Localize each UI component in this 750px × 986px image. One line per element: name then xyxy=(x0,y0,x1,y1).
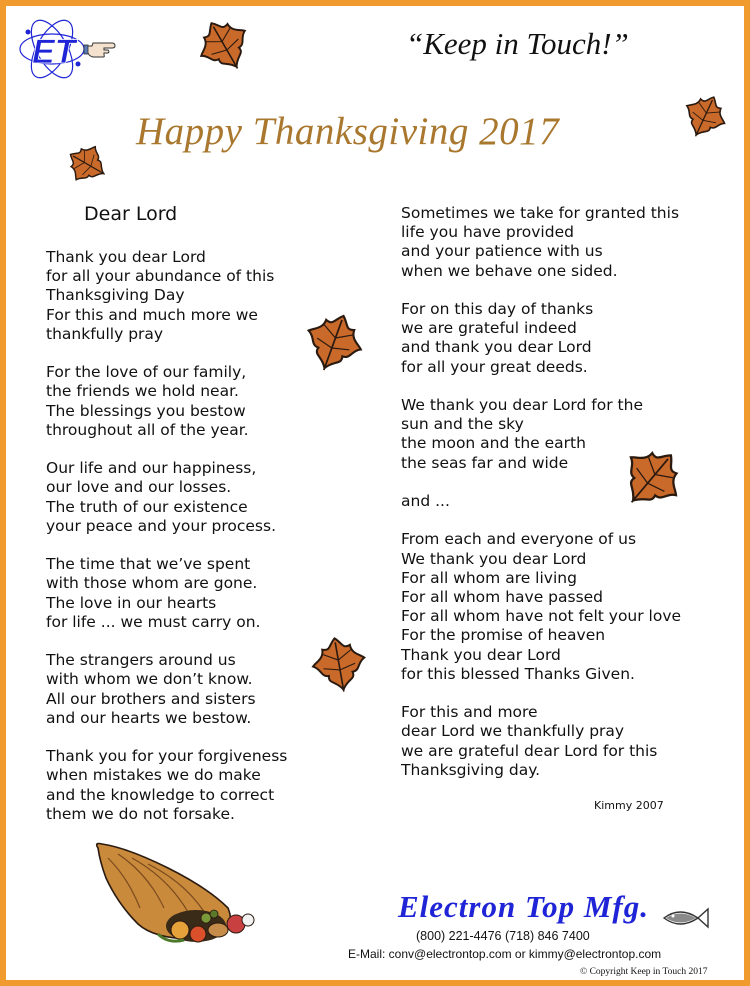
poem-right-column: Sometimes we take for granted this life you have provided and your patience with us when we behave one sided. For on this day of thanks we are grateful indeed and thank you dear Lord for all your great deeds. We thank you dear Lord for the sun and the sky the moon and the earth the seas far and wide and ... From each and everyone of us We thank you dear Lord For all whom are living For all whom have passed For all whom have not felt your love For the promise of heaven Thank you dear Lord for this blessed Thanks Given. For this and more dear Lord we thankfully pray we are grateful dear Lord for this Thanksgiving day. xyxy=(401,204,682,779)
logo-letters: ET xyxy=(32,33,76,71)
phone-numbers: (800) 221-4476 (718) 846 7400 xyxy=(416,929,590,943)
company-name: Electron Top Mfg. xyxy=(398,889,649,924)
poem-left-column: Thank you dear Lord for all your abundance of this Thanksgiving Day For this and much more we thankfully pray For the love of our family, the friends we hold near. The blessings you bestow throughout all of the year. Our life and our happiness, our love and our losses. The truth of our existence your peace and your process. The time that we’ve spent with those whom are gone. The love in our hearts for life ... we must carry on. The strangers around us with whom we don’t know. All our brothers and sisters and our hearts we bestow. Thank you for your forgiveness when mistakes we do make and the knowledge to correct them we do not forsake. xyxy=(46,248,288,823)
et-logo xyxy=(18,18,86,80)
leaf-icon xyxy=(194,16,254,74)
poem-heading: Dear Lord xyxy=(84,203,178,225)
poem-signature: Kimmy 2007 xyxy=(594,799,664,812)
tagline: “Keep in Touch!” xyxy=(406,26,629,61)
fish-icon xyxy=(660,906,710,930)
pointing-hand-icon xyxy=(84,40,118,60)
leaf-icon xyxy=(680,92,730,140)
email-line[interactable]: E-Mail: conv@electrontop.com or kimmy@electrontop.com xyxy=(348,947,662,961)
page-title: Happy Thanksgiving 2017 xyxy=(136,110,560,153)
copyright: © Copyright Keep in Touch 2017 xyxy=(580,967,708,977)
cornucopia xyxy=(88,838,268,948)
leaf-icon xyxy=(62,142,112,186)
